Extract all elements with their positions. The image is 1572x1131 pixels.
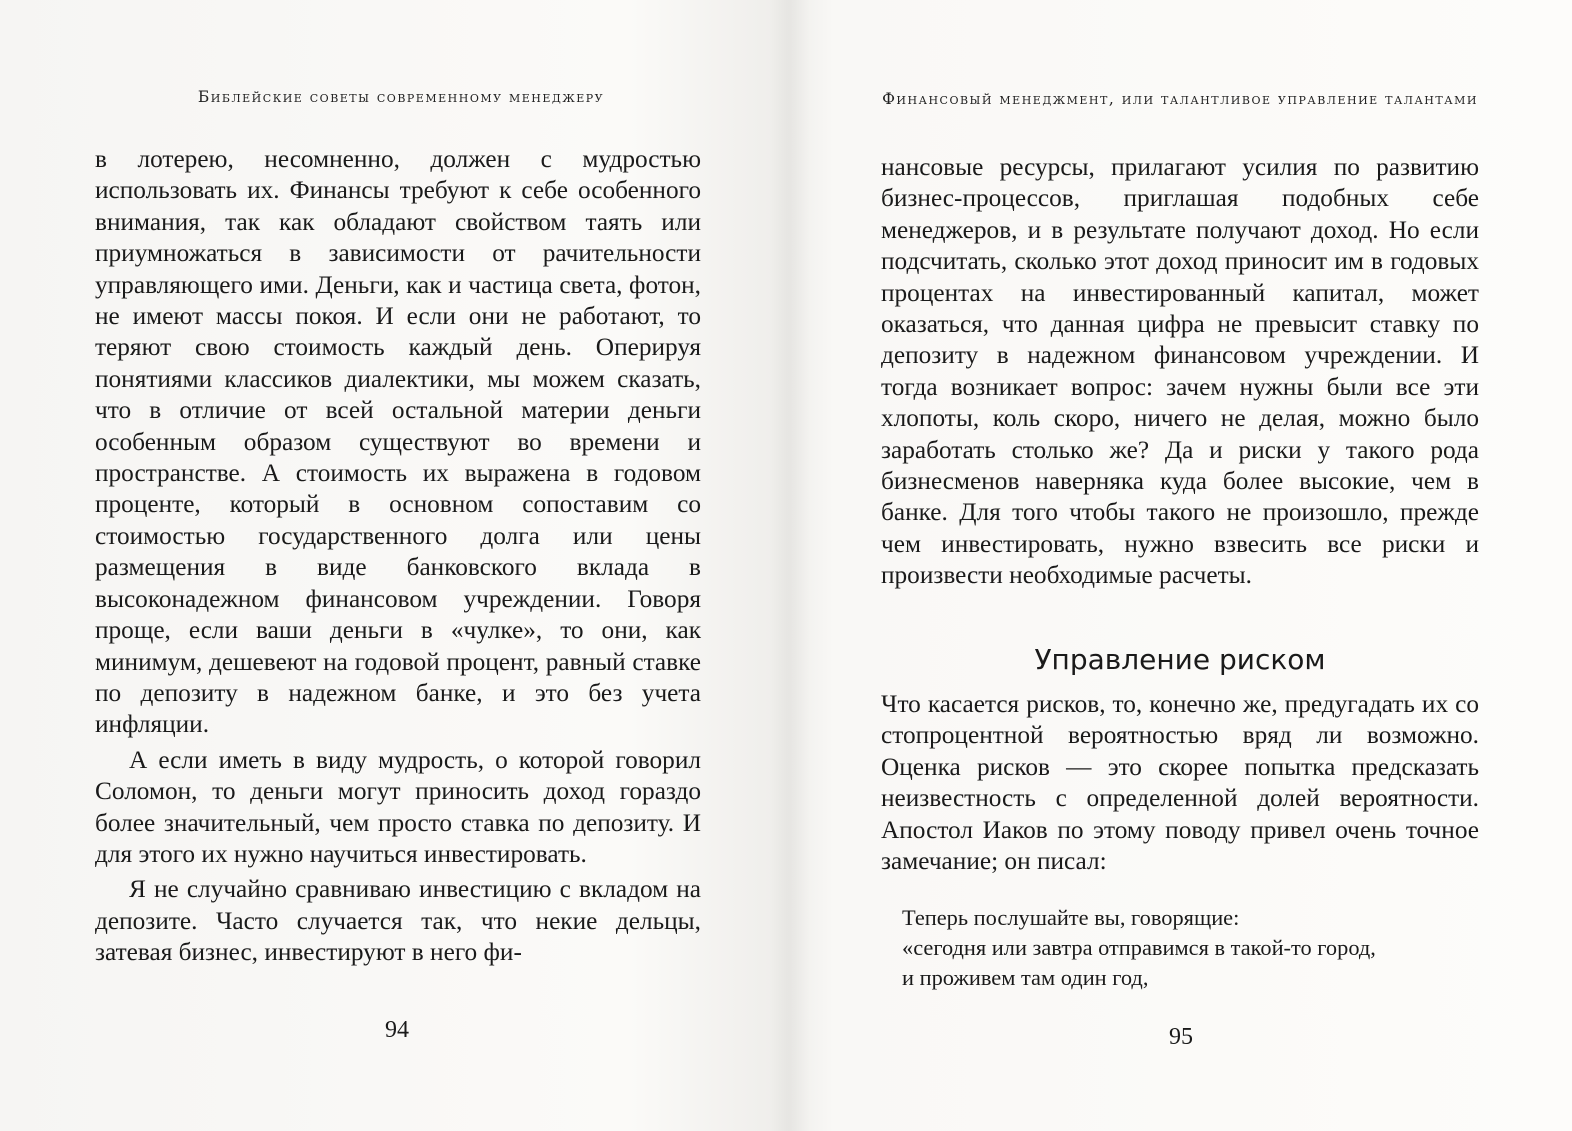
right-running-head: Финансовый менеджмент, или талантливое управление талантами bbox=[882, 90, 1478, 108]
left-running-head: Библейские советы современному менеджеру bbox=[197, 88, 605, 106]
left-page-number: 94 bbox=[385, 1017, 409, 1043]
quote-line-2: «сегодня или завтра отправимся в такой-то город, bbox=[902, 935, 1376, 960]
right-page bbox=[786, 0, 1572, 1131]
left-paragraph-1: в лотерею, несомненно, должен с мудростью использовать их. Финансы требуют к себе особенного внимания, так как обладают свойством таять или приумножаться в зависимости от рачительности управляющего ими. Деньги, как и частица света, фотон, не имеют массы покоя. И если они не работают, то теряют свою стоимость каждый день. Оперируя понятиями классиков диалектики, мы можем сказать, что в отличие от всей остальной материи деньги особенным образом существуют во времени и пространстве. А стоимость их выражена в годовом проценте, который в основном сопоставим со стоимостью государственного долга или цены размещения в виде банковского вклада в высоконадежном финансовом учреждении. Говоря проще, если ваши деньги в «чулке», то они, как минимум, дешевеют на годовой процент, равный ставке по депозиту в надежном банке, и это без учета инфляции. bbox=[95, 145, 701, 739]
right-text-block bbox=[881, 152, 1479, 592]
section-paragraph: Что касается рисков, то, конечно же, предугадать их со стопроцентной вероятностью вряд ли возможно. Оценка рисков — это скорее попытка предсказать неизвестность с определенной долей вероятности. Апостол Иаков по этому поводу привел очень точное замечание; он писал: bbox=[881, 690, 1479, 876]
quote-line-3: и проживем там один год, bbox=[902, 965, 1149, 990]
scripture-quote bbox=[902, 903, 1482, 993]
right-page-number: 95 bbox=[1169, 1024, 1193, 1050]
section-heading: Управление риском bbox=[1034, 643, 1326, 676]
right-paragraph-continued: нансовые ресурсы, прилагают усилия по развитию бизнес-процессов, приглашая подобных себе менеджеров, и в результате получают доход. Но если подсчитать, сколько этот доход приносит им в годовых процентах на инвестированный капитал, может оказаться, что данная цифра не превысит ставку по депозиту в надежном финансовом учреждении. И тогда возникает вопрос: зачем нужны были все эти хлопоты, коль скоро, ничего не делая, можно было заработать столько же? Да и риски у такого рода бизнесменов наверняка куда более высокие, чем в банке. Для того чтобы такого не произошло, прежде чем инвестировать, нужно взвесить все риски и произвести необходимые расчеты. bbox=[881, 153, 1479, 590]
left-text-block bbox=[95, 144, 701, 969]
left-paragraph-2: А если иметь в виду мудрость, о которой говорил Соломон, то деньги могут приносить доход гораздо более значительный, чем просто ставка по депозиту. И для этого их нужно научиться инвестировать. bbox=[95, 745, 701, 868]
quote-line-1: Теперь послушайте вы, говорящие: bbox=[902, 905, 1240, 930]
left-paragraph-3: Я не случайно сравниваю инвестицию с вкладом на депозите. Часто случается так, что некие дельцы, затевая бизнес, инвестируют в него фи- bbox=[95, 875, 701, 967]
section-body bbox=[881, 689, 1479, 877]
